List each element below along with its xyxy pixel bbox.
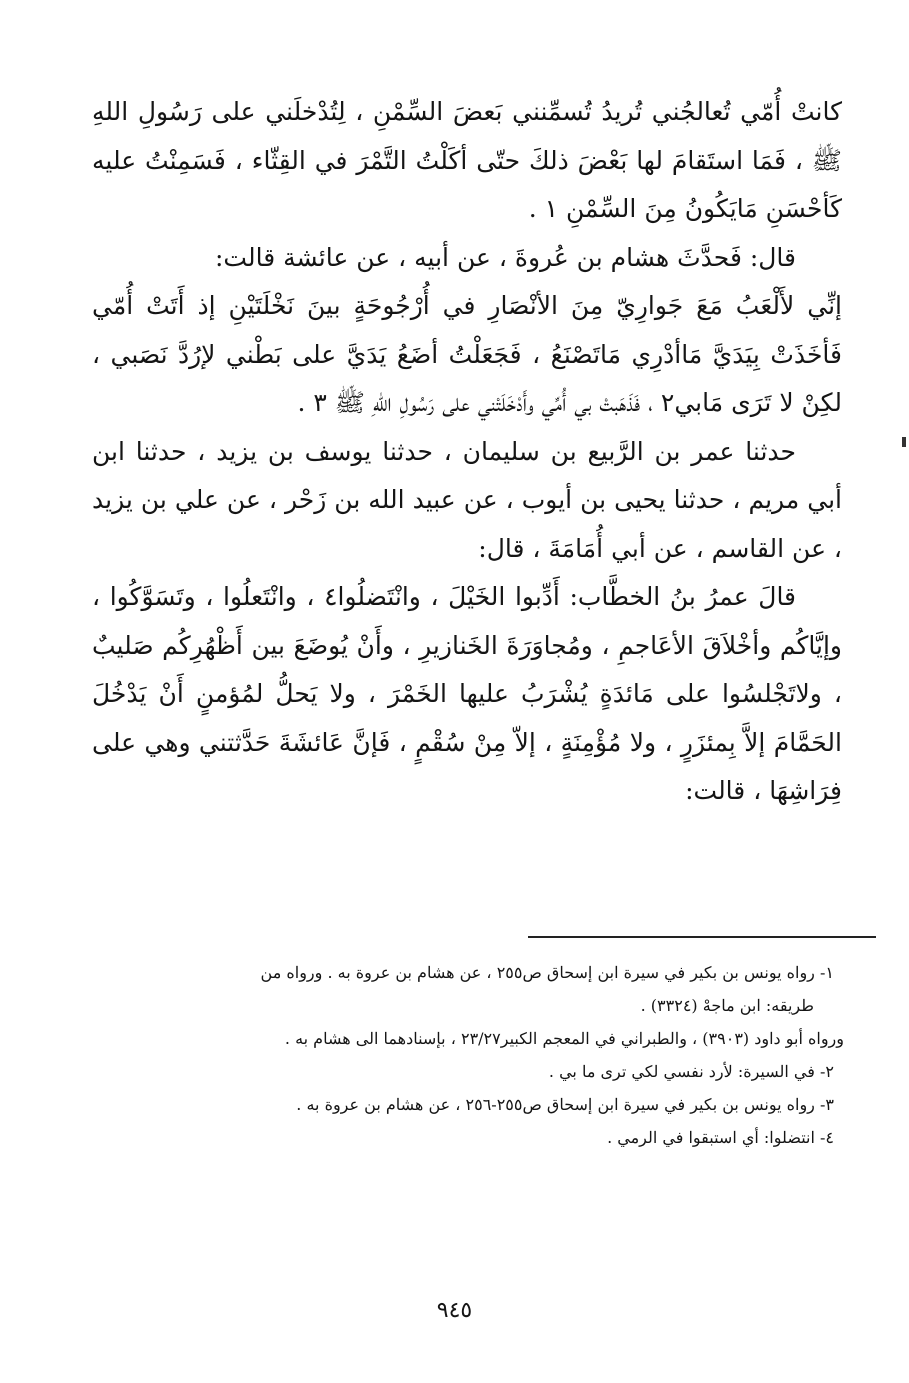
footnote-3: ٣- رواه يونس بن بكير في سيرة ابن إسحاق ص٢٥٥-٢٥٦ ، عن هشام بن عروة به . [296, 1095, 834, 1114]
footnote-1-continuation: طريقه: ابن ماجهْ (٣٣٢٤) . [640, 996, 814, 1015]
paragraph-isnad-hisham: قال: فَحدَّثَ هشام بن عُروةَ ، عن أبيه ، عن عائشة قالت: [214, 242, 796, 272]
footnote-2: ٢- في السيرة: لأرد نفسي لكي ترى ما بي . [548, 1062, 834, 1081]
main-text [92, 88, 842, 816]
footnote-divider [528, 936, 876, 938]
scan-edge-mark [902, 437, 906, 447]
footnote-4: ٤- انتضلوا: أي استبقوا في الرمي . [607, 1128, 834, 1147]
footnote-1: ١- رواه يونس بن بكير في سيرة ابن إسحاق ص٢٥٥ ، عن هشام بن عروة به . ورواه من [260, 963, 834, 982]
paragraph-fattening: كانتْ أُمّي تُعالجُني تُريدُ تُسمِّنني بَعضَ السِّمْنِ ، لِتُدْخلَني على رَسُولِ اللهِ ﷺ ، فَمَا استَقامَ لها بَعْضَ ذلكَ حتّى أكَلْتُ التَّمْرَ في القِثّاء ، فَسَمِنْتُ عليه كَأحْسَنِ مَايَكُونُ مِنَ السِّمْنِ ١ . [92, 97, 842, 223]
paragraph-umar-advice: قالَ عمرُ بنُ الخطَّاب: أَدِّبوا الخَيْلَ ، وانْتَضلُوا٤ ، وانْتَعلُوا ، وتَسَوَّكُوا ، وإيَّاكُم وأخْلاَقَ الأعَاجمِ ، ومُجاوَرَةَ الخَنازيرِ ، وأَنْ يُوضَعَ بين أَظْهُرِكُم صَليبٌ ، ولاتَجْلسُوا على مَائدَةٍ يُشْرَبُ عليها الخَمْرَ ، ولا يَحلُّ لمُؤمنٍ أَنْ يَدْخُلَ الحَمَّامَ إلاَّ بِمئزَرٍ ، ولا مُؤْمِنَةٍ ، إلاّ مِنْ سُقْمٍ ، فَإنَّ عَائشَةَ حَدَّثتني وهي على فِرَاشِهَا ، قالت: [92, 582, 842, 805]
page-number: ٩٤٥ [436, 1298, 473, 1323]
footnote-1-extra: ورواه أبو داود (٣٩٠٣) ، والطبراني في المعجم الكبير٢٣/٢٧ ، بإسنادهما الى هشام به . [284, 1029, 844, 1048]
footnotes [88, 956, 844, 1154]
paragraph-isnad-umar: حدثنا عمر بن الرَّبيع بن سليمان ، حدثنا يوسف بن يزيد ، حدثنا ابن أبي مريم ، حدثنا يحيى بن أيوب ، عن عبيد الله بن زَحْر ، عن علي بن يزيد ، عن القاسم ، عن أبي أُمَامَةَ ، قال: [92, 436, 842, 563]
paragraph-swing: إنِّي لأَلْعَبُ مَعَ جَوارِيّ مِنَ الأنْصَارِ في أُرْجُوحَةٍ بينَ نَخْلَتَيْنِ إذ أَتَتْ أُمّي فَأخَذَتْ بِيَدَيَّ مَاأدْرِي مَاتَصْنَعُ ، فَجَعَلْتُ أضَعُ يَدَيَّ على بَطْني لإرُدَّ نَصَبي ، لكِنْ لا تَرَى مَابي٢ ، فَذَهَبتْ بي أُمِّي وأَدْخَلَتْني على رَسُولِ اللهِ ﷺ ٣ . [92, 291, 842, 417]
